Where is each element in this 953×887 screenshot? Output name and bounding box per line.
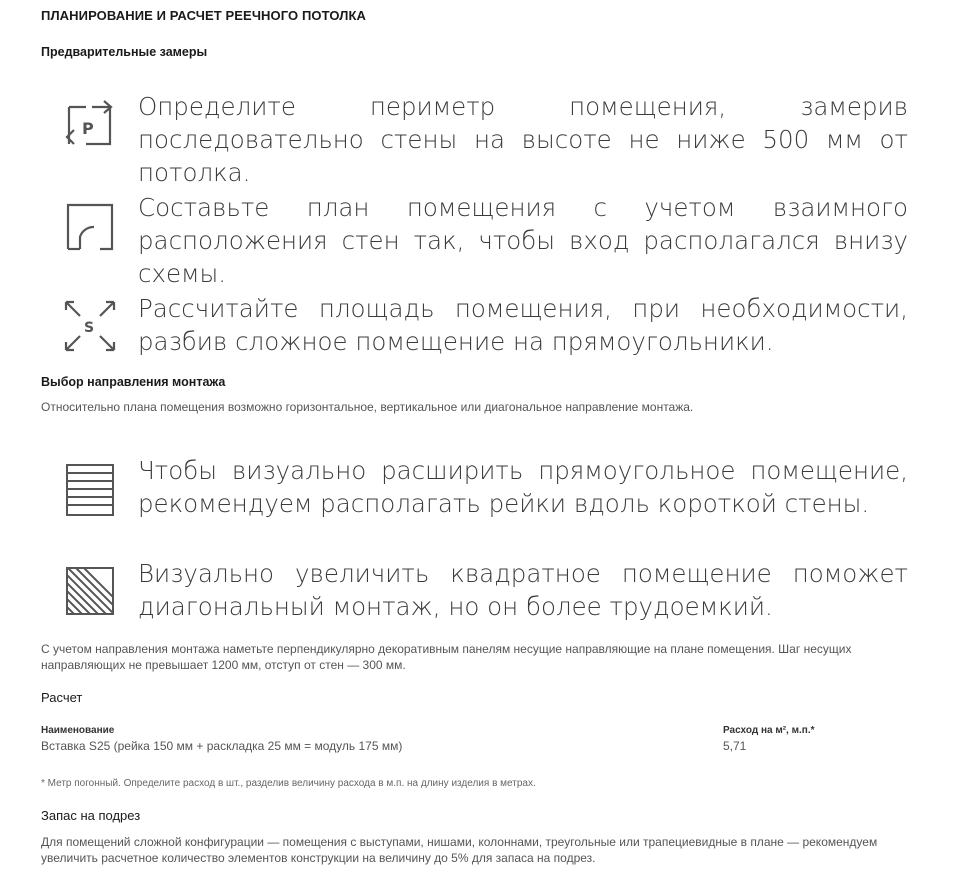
direction-tip bbox=[62, 557, 942, 623]
perimeter-icon bbox=[62, 96, 118, 152]
page-title: ПЛАНИРОВАНИЕ И РАСЧЕТ РЕЕЧНОГО ПОТОЛКА bbox=[41, 8, 366, 23]
measure-step-text: Рассчитайте площадь помещения, при необходимости, разбив сложное помещение на прямоугольники. bbox=[138, 294, 908, 356]
measure-step-text: Определите периметр помещения, замерив последовательно стены на высоте не ниже 500 мм от потолка. bbox=[138, 92, 908, 187]
calc-column-rate-header: Расход на м², м.п.* bbox=[723, 725, 815, 736]
measure-step bbox=[62, 191, 942, 288]
diagonal-lines-icon bbox=[62, 563, 118, 619]
section-heading-measure: Предварительные замеры bbox=[41, 45, 208, 59]
section-heading-calc: Расчет bbox=[41, 690, 83, 705]
section-heading-direction: Выбор направления монтажа bbox=[41, 375, 226, 389]
measure-step bbox=[62, 90, 942, 187]
direction-tip-text: Визуально увеличить квадратное помещение поможет диагональный монтаж, но он более трудоемкий. bbox=[138, 559, 908, 621]
room-plan-icon bbox=[62, 197, 118, 253]
direction-note: С учетом направления монтажа наметьте перпендикулярно декоративным панелям несущие направляющие на плане помещения. Шаг несущих направляющих не превышает 1200 мм, отступ от стен — 300 мм. bbox=[41, 642, 852, 672]
direction-tip bbox=[62, 454, 942, 520]
reserve-text: Для помещений сложной конфигурации — помещения с выступами, нишами, колоннами, треугольные или трапециевидные в плане — рекомендуем увеличить расчетное количество элементов конструкции на величину до 5% для запаса на подрез. bbox=[41, 835, 878, 865]
calc-footnote: * Метр погонный. Определите расход в шт., разделив величину расхода в м.п. на длину изделия в метрах. bbox=[41, 778, 536, 789]
measure-step-text: Составьте план помещения с учетом взаимного расположения стен так, чтобы вход располагался внизу схемы. bbox=[138, 193, 908, 288]
section-heading-reserve: Запас на подрез bbox=[41, 808, 141, 823]
direction-intro: Относительно плана помещения возможно горизонтальное, вертикальное или диагональное направление монтажа. bbox=[41, 400, 694, 414]
calc-row-name: Вставка S25 (рейка 150 мм + раскладка 25 мм = модуль 175 мм) bbox=[41, 739, 403, 753]
horizontal-lines-icon bbox=[62, 460, 118, 516]
calc-column-name-header: Наименование bbox=[41, 725, 115, 736]
svg-text:P: P bbox=[82, 119, 94, 138]
area-icon bbox=[62, 298, 118, 354]
svg-text:S: S bbox=[84, 320, 95, 336]
measure-step bbox=[62, 292, 942, 358]
calc-row-rate: 5,71 bbox=[723, 739, 747, 753]
direction-tip-text: Чтобы визуально расширить прямоугольное помещение, рекомендуем располагать рейки вдоль короткой стены. bbox=[138, 456, 908, 518]
